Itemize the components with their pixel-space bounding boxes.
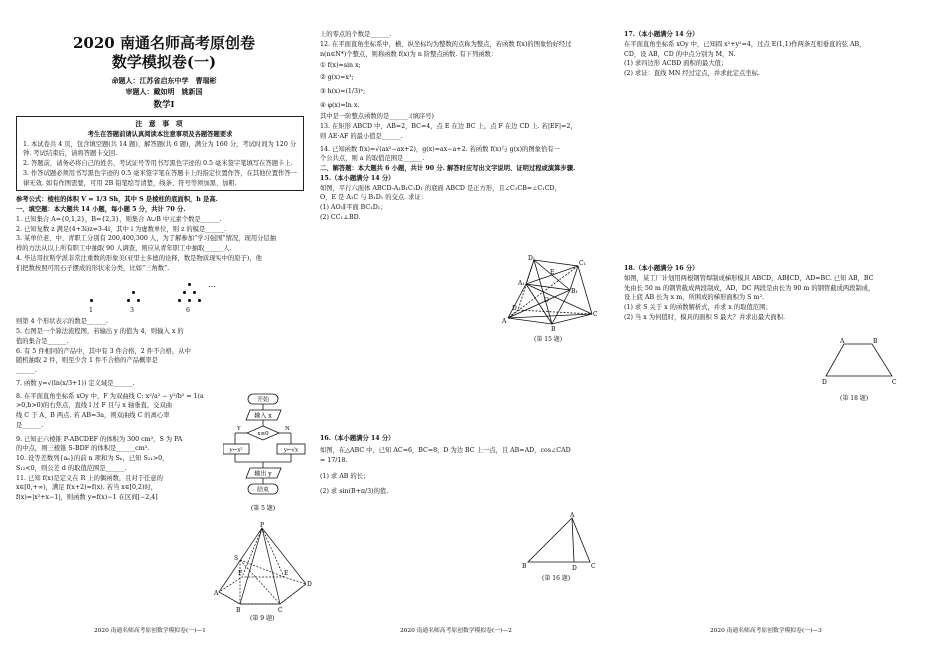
question-12: 12. 在平面直角坐标系中，横、纵坐标均为整数的点称为整点，若函数 f(x)的图象恰好经过 [320, 40, 572, 48]
caption-q18: (第 18 题) [840, 395, 869, 402]
triangular-numbers-figure [16, 273, 312, 317]
pyramid-label: B [236, 607, 241, 614]
flow-end: 结束 [256, 486, 270, 494]
prism-label: C [593, 311, 598, 318]
subject-line: 数学Ⅰ [153, 99, 175, 110]
question-18-part-2: (2) 当 x 为何值时，模具的面积 S 最大？并求出最大面积. [624, 313, 786, 321]
question-18-part-1: (1) 求 S 关于 x 的函数解析式，并求 x 的取值范围； [624, 304, 772, 311]
dot-label: 1 [89, 307, 94, 315]
question-17-cont: CD，设 AB，CD 的中点分别为 M，N. [624, 50, 736, 58]
question-16-cont: = 17/18. [320, 456, 348, 464]
section-2-heading: 二、解答题：本大题共 6 小题，共计 90 分. 解答时应写出文字说明、证明过程或演算步骤. [320, 165, 576, 172]
question-14-cont: 个公共点，则 a 的取值范围是______. [320, 155, 425, 163]
question-4-ask: 则第 4 个形状表示的数是______. [16, 318, 108, 326]
flow-output: 输出 y [254, 470, 272, 478]
question-10: 10. 设等差数列{aₙ}的前 n 项和为 Sₙ，已知 S₁₁>0， [16, 455, 169, 463]
question-18-cont: 先由长 50 m 的钢管截成两段制成，AD，DC 两段是由长为 90 m 的钢管截成两段制成， [624, 284, 875, 292]
flow-no: N [285, 426, 290, 432]
notice-box [16, 116, 304, 191]
exam-subtitle: 数学模拟卷(一) [111, 52, 217, 71]
question-11: 11. 已知 f(x)是定义在 R 上的偶函数，且对于任意的 [16, 474, 163, 482]
prism-label: B [551, 326, 556, 333]
trapezoid-label: D [822, 379, 827, 386]
dot [188, 283, 191, 286]
question-17-part-2: (2) 求证：直线 MN 经过定点，并求此定点坐标. [624, 70, 760, 77]
pyramid-label: C [278, 607, 283, 614]
question-18-cont: 设上底 AB 长为 x m，所围成的梯形面积为 S m². [624, 294, 764, 302]
notice-item: 3. 作答试题必须用书写黑色字迹的 0.5 毫米签字笔在答题卡上的指定位置作答，在其他位置作答一律无效. 如有作图需要，可用 2B 铅笔绘写清楚，线条、符号等须加黑、加粗. [23, 169, 297, 187]
notice-item: 2. 答题前，请务必将自己的姓名、考试证号等用书写黑色字迹的 0.5 毫米签字笔填写在答题卡上. [23, 160, 293, 168]
question-16-part-1: (1) 求 AB 的长； [320, 472, 370, 480]
question-17: 在平面直角坐标系 xOy 中，已知圆 x²+y²=4，过点 E(1,1)作两条互相垂直的弦 AB， [624, 40, 866, 48]
flow-input: 输入 x [254, 412, 272, 420]
dot [127, 299, 130, 302]
page-footer: 2020 南通名师高考原创数学模拟卷(一)—2 [400, 628, 512, 635]
question-17-header: 17.（本小题满分 14 分） [624, 31, 699, 38]
notice-title: 注 意 事 项 [135, 119, 185, 129]
prism-label: B₁ [571, 288, 578, 295]
prism-label: A [502, 318, 507, 325]
question-17-part-1: (1) 求四边形 ACBD 面积的最大值； [624, 60, 728, 68]
question-12-cont: n(n∈N*)个整点，则称函数 f(x)为 n 阶整点函数. 有下列函数： [320, 50, 498, 58]
question-4: 4. 毕达哥拉斯学派非常注重数的形象美(亚里士多德的诠释，数是物质现实中的原子)，他 [16, 254, 262, 262]
question-13-cont: 则 AE·AF 的最小值是______. [320, 132, 403, 140]
pyramid-label: S [234, 555, 239, 562]
pyramid-label: F [238, 570, 243, 577]
question-3: 3. 某单位老、中、青职工分别有 200,400,300 人，为了解参加“学习强国”情况，现用分层抽 [16, 235, 277, 243]
trapezoid-label: B [873, 338, 878, 345]
question-15-header: 15.（本小题满分 14 分） [320, 174, 395, 182]
question-15-part-2: (2) CC₁⊥BD. [320, 213, 361, 221]
caption-q16: (第 16 题) [542, 575, 571, 582]
caption-q9: (第 9 题) [250, 615, 275, 622]
triangle-label: C [591, 563, 596, 570]
triangle-figure [520, 512, 600, 572]
caption-q5: (第 5 题) [250, 505, 276, 512]
pyramid-figure [214, 522, 314, 622]
question-12-option: ① f(x)=sin x; [320, 62, 361, 70]
prism-label: C₁ [579, 260, 586, 267]
ellipsis: … [208, 280, 216, 290]
question-8-cont: 是______. [16, 421, 44, 429]
question-6: 6. 有 5 件相同的产品中，其中有 3 件合格，2 件不合格，从中 [16, 347, 191, 355]
author-line: 命题人：江苏省启东中学 曹瑞彬 [111, 75, 217, 85]
trapezoid-label: C [892, 379, 897, 386]
question-8-cont: >0,b>0)的右焦点，直线 l 过 F 且与 x 轴垂直，交双曲 [16, 402, 173, 410]
question-3-cont: 样的方法从以上所有职工中抽取 90 人调查，则应从青年职工中抽取______人. [16, 245, 232, 253]
flow-yes: Y [237, 426, 241, 432]
caption-q15: (第 15 题) [534, 336, 563, 343]
prism-label: D₁ [528, 255, 536, 262]
prism-label: A₁ [518, 280, 525, 287]
question-6-cont: ______. [16, 367, 37, 375]
question-9: 9. 已知正六棱锥 P-ABCDEF 的体积为 300 cm³，S 为 PA [16, 435, 183, 443]
question-11-cont: f(x)=|x²+x−1|，则函数 y=f(x)−1 在区间[−2,4] [16, 494, 158, 502]
question-2: 2. 已知复数 z 满足(4+3i)z=3-4i，其中 i 为虚数单位，则 z 的模是______. [16, 225, 227, 233]
question-5: 5. 右图是一个算法流程图，若输出 y 的值为 4，则输入 x 的 [16, 328, 184, 336]
triangle-label: D [572, 565, 577, 572]
question-18-header: 18.（本小题满分 16 分） [624, 265, 699, 272]
question-16: 如图，在△ABC 中，已知 AC=6，BC=8，D 为边 BC 上一点，且 AB=AD，cos∠CAD [320, 447, 571, 454]
question-15: 如图，平行六面体 ABCD-A₁B₁C₁D₁ 的底面 ABCD 是正方形，且∠C₁CB=∠C₁CD， [320, 184, 561, 192]
notice-heading: 考生在答题前请认真阅读本注意事项及各题答题要求 [87, 130, 233, 138]
question-13: 13. 在矩形 ABCD 中，AB=2，BC=4，点 E 在边 BC 上，点 F 在边 CD 上. 若|EF|=2， [320, 123, 577, 130]
dot [188, 299, 191, 302]
question-12-option: ② g(x)=x³; [320, 74, 354, 81]
question-4-cont: 们把数按照可用石子摆成的形状来分类，比如“三角数”. [16, 264, 170, 272]
pyramid-label: E [284, 570, 289, 577]
flow-start: 开始 [256, 396, 270, 404]
section-1-heading: 一、填空题：本大题共 14 小题，每小题 5 分，共计 70 分. [16, 206, 186, 214]
question-9-cont: 的中点，则三棱锥 S-BDF 的体积是______cm³. [16, 445, 150, 453]
dot-label: 3 [130, 307, 135, 315]
trapezoid-figure [820, 336, 900, 390]
question-12-option: ④ φ(x)=ln x. [320, 101, 360, 109]
question-11-end: 上的零点的个数是______. [320, 31, 392, 38]
exam-title: 2020 南通名师高考原创卷 [73, 34, 255, 52]
question-1: 1. 已知集合 A={0,1,2}，B={2,3}，则集合 A∪B 中元素个数是______. [16, 215, 222, 223]
question-5-cont: 值的集合是______. [16, 337, 69, 345]
dot [137, 299, 140, 302]
question-12-option: ③ h(x)=(1/3)ˣ; [320, 87, 366, 95]
question-16-part-2: (2) 求 sin(B+π/3)的值. [320, 488, 389, 496]
page-1-column [16, 0, 312, 654]
pyramid-label: P [260, 522, 265, 529]
prism-label: E [550, 269, 555, 276]
page-2-column [320, 0, 612, 654]
dot [90, 299, 93, 302]
dot [183, 291, 186, 294]
prism-label: O [544, 297, 549, 304]
reviewer-line: 审题人：戴如明 姚新国 [125, 86, 203, 96]
page-footer: 2020 南通名师高考原创数学模拟卷(一)—3 [710, 628, 822, 635]
question-14: 14. 已知函数 f(x)=√(ax²−ax+2)，g(x)=ax−a+2. 若函数 f(x)与 g(x)的图象恰有一 [320, 145, 560, 153]
page-3-column [624, 0, 924, 654]
dot-label: 6 [186, 307, 191, 315]
question-15-cont: O，E 是 A₁C 与 B₁D₁ 的交点. 求证： [320, 194, 428, 202]
dot [198, 299, 201, 302]
question-15-part-1: (1) AO₁∥平面 BC₁D₁； [320, 204, 387, 211]
dot [132, 291, 135, 294]
question-10-cont: S₁₂<0，则公差 d 的取值范围是______. [16, 464, 127, 472]
dot [193, 291, 196, 294]
formula-line: 参考公式：棱柱的体积 V = 1/3 Sh，其中 S 是棱柱的底面积，h 是高. [16, 196, 218, 204]
question-7: 7. 函数 y=√(ln(x/3+1)) 定义域是______. [16, 379, 135, 387]
question-6-cont: 随机抽取 2 件，则至少含 1 件不合格的产品概率是 [16, 357, 158, 365]
question-12-ask: 其中是一阶整点函数的是______.(填序号) [320, 113, 434, 121]
notice-item: 1. 本试卷共 4 页，包含填空题(共 14 题)、解答题(共 6 题)，满分为 160 分，考试时间为 120 分钟. 考试结束后，请将答题卡交回. [23, 140, 297, 158]
prism-label: D [512, 305, 517, 312]
question-8: 8. 在平面直角坐标系 xOy 中，F 为双曲线 C: x²/a² − y²/b² = 1(a [16, 392, 204, 400]
page-footer: 2020 南通名师高考原创数学模拟卷(一)—1 [94, 628, 206, 635]
question-18: 如图，某工厂计划用两根钢管焊制成梯形模具 ABCD，AB∥CD，AD=BC. 已知 AB，BC [624, 274, 874, 282]
question-8-cont: 线 C 于 A、B 两点. 若 AB=3a，则双曲线 C 的离心率 [16, 412, 170, 420]
flow-condition: x≤0 [257, 431, 269, 437]
triangle-label: B [522, 563, 527, 570]
pyramid-label: A [214, 590, 219, 597]
flowchart-figure [223, 392, 308, 514]
triangle-label: A [570, 512, 575, 519]
flow-right-box: y←√x [283, 447, 299, 454]
flow-left-box: y←x² [229, 447, 243, 454]
question-11-cont: x∈[0,+∞)，满足 f(x+2)=f(x). 若当 x∈[0,2)时， [16, 484, 158, 492]
question-16-header: 16.（本小题满分 14 分） [320, 435, 395, 442]
dot [178, 299, 181, 302]
trapezoid-label: A [840, 338, 845, 345]
pyramid-label: D [307, 581, 312, 588]
